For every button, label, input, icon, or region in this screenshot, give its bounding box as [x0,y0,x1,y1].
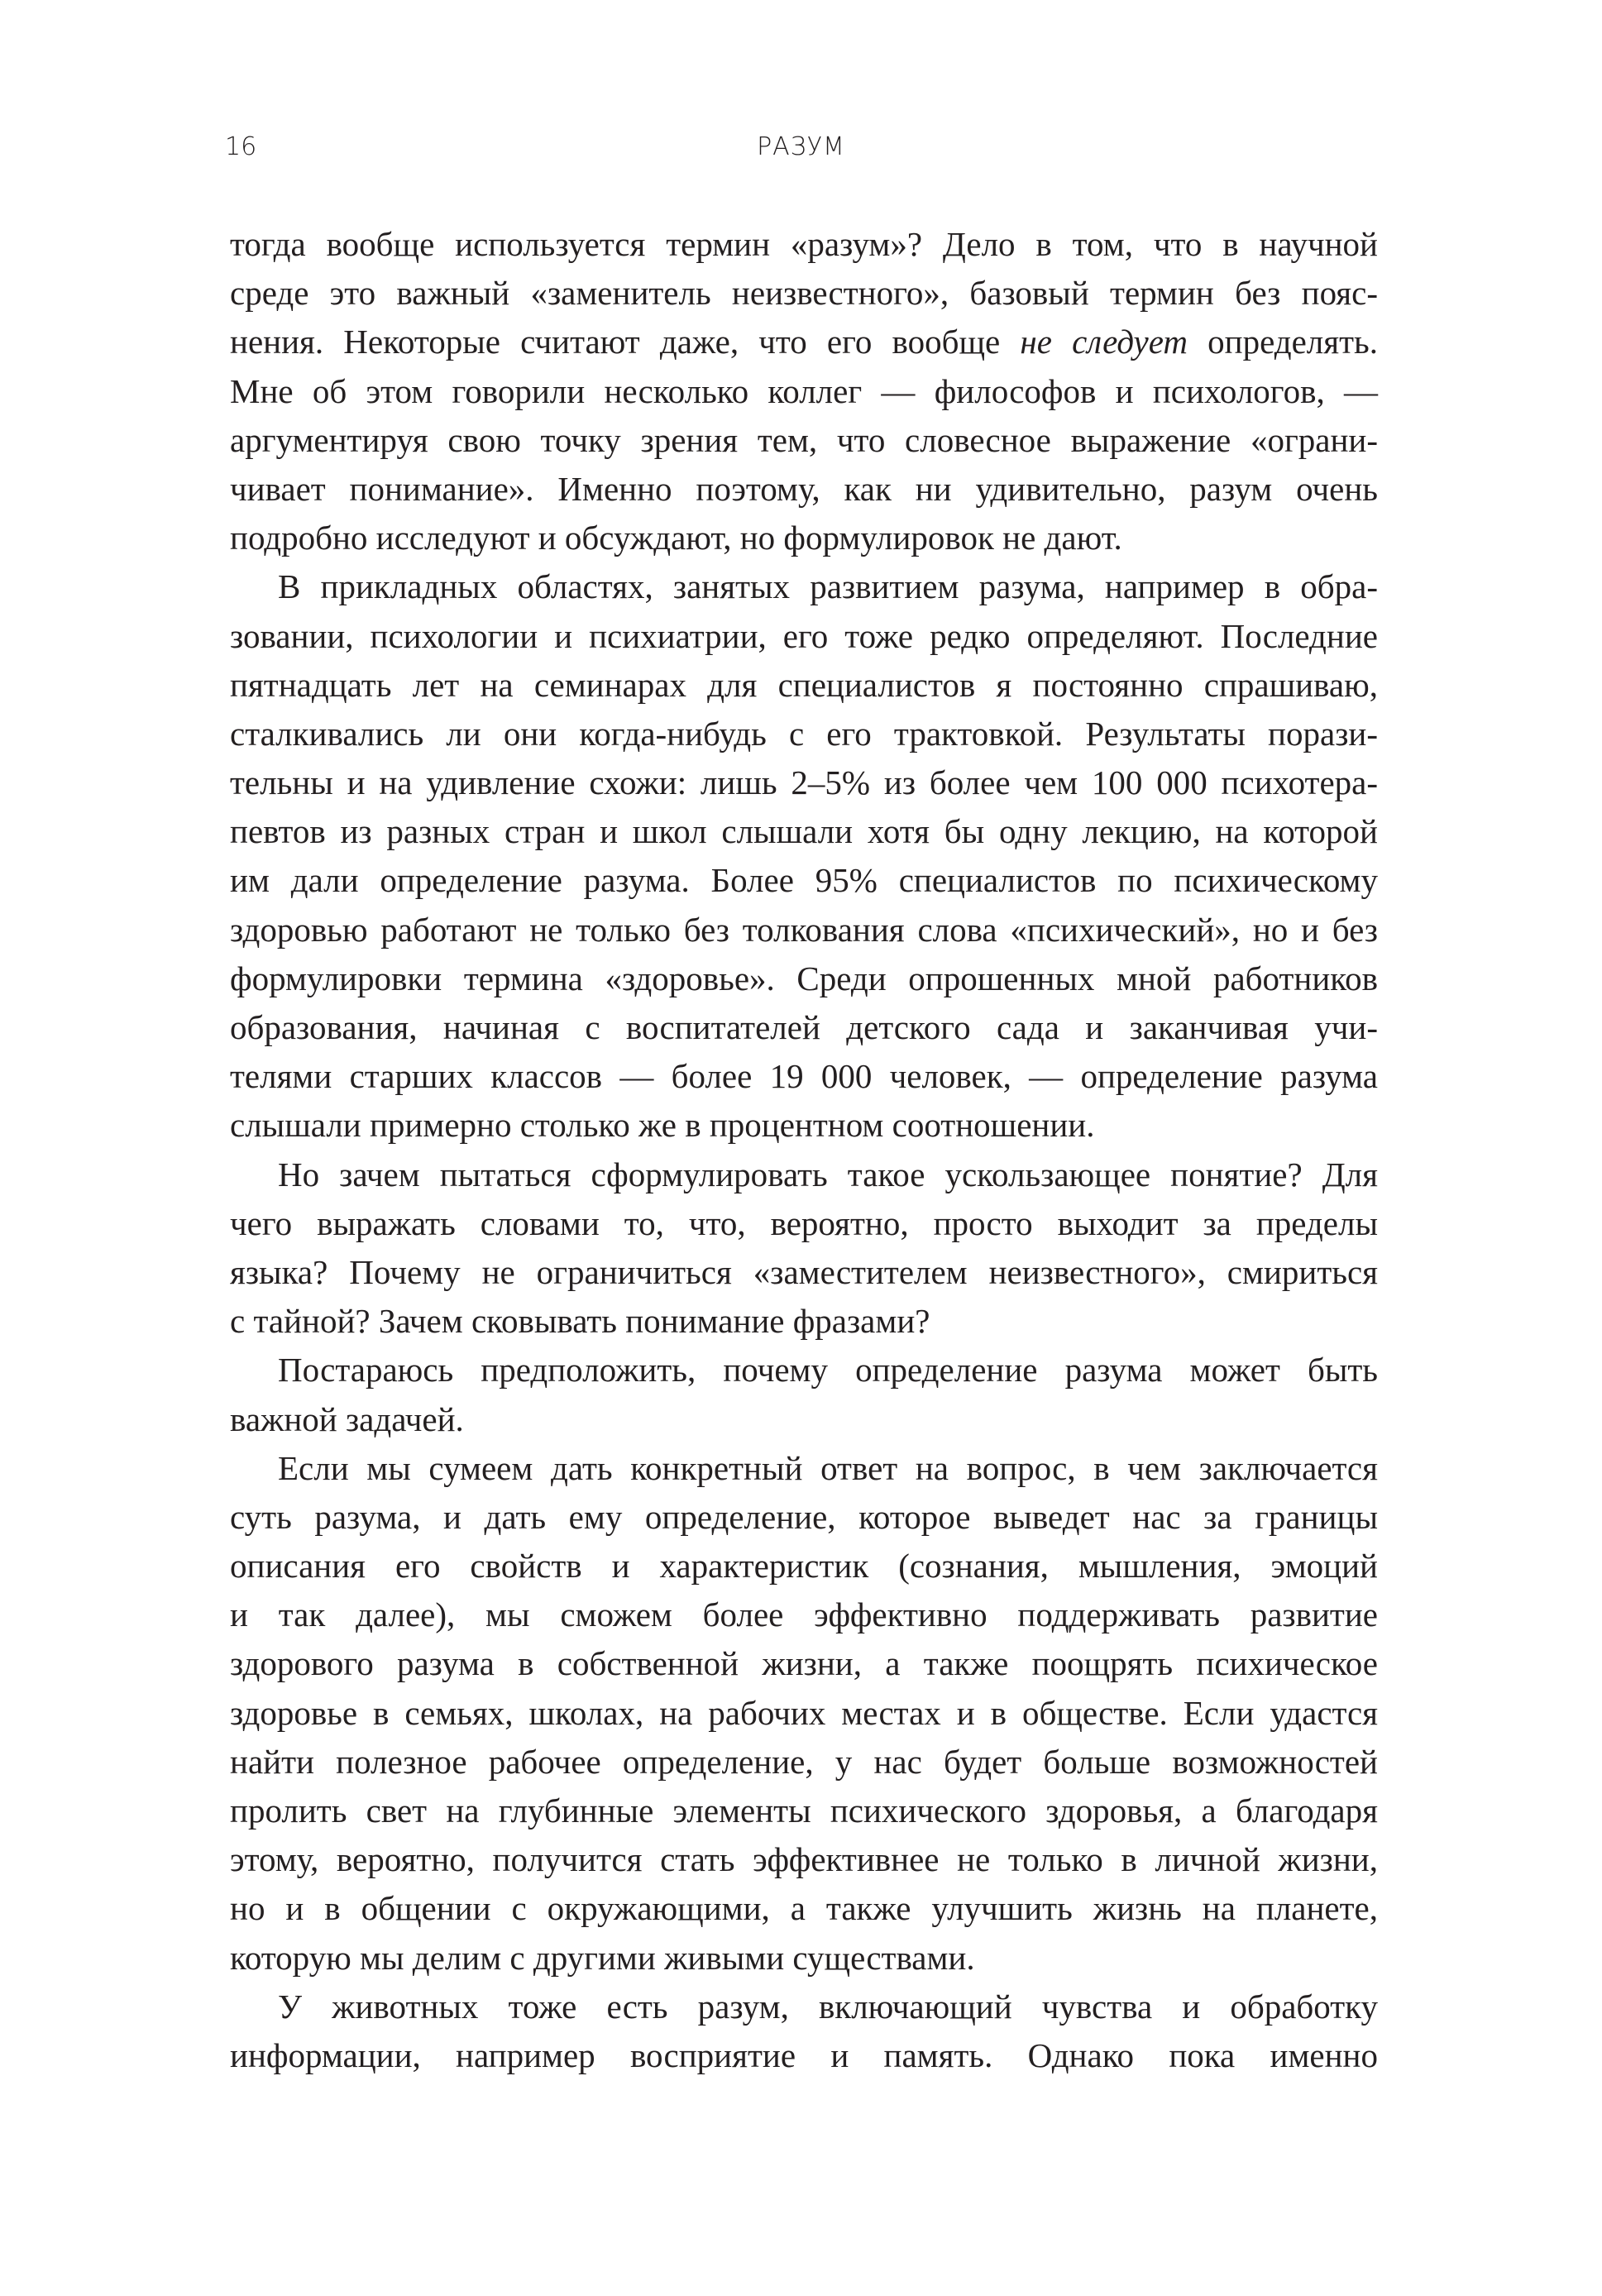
paragraph [230,220,1378,562]
text-line: суть разума, и дать ему определение, которое выведет нас за границы [230,1497,1378,1536]
text-line: и так далее), мы сможем более эффективно поддерживать развитие [230,1595,1378,1634]
text-line: но и в общении с окружающими, а также улучшить жизнь на планете, [230,1889,1378,1928]
body-text [230,220,1378,2080]
text-line: среде это важный «заменитель неизвестного», базовый термин без пояс- [230,274,1378,313]
text-line: подробно исследуют и обсуждают, но формулировок не дают. [230,519,1122,557]
text-line: У животных тоже есть разум, включающий чувства и обработку [278,1987,1378,2026]
paragraph [230,1150,1378,1347]
text-line: аргументируя свою точку зрения тем, что словесное выражение «ограни- [230,420,1378,459]
text-line: информации, например восприятие и память. Однако пока именно [230,2035,1378,2074]
text-line: здорового разума в собственной жизни, а также поощрять психическое [230,1644,1378,1683]
text-line: языка? Почему не ограничиться «заместителем неизвестного», смириться [230,1252,1378,1291]
text-line: с тайной? Зачем сковывать понимание фразами? [230,1302,930,1341]
text-line: сталкивались ли они когда-нибудь с его трактовкой. Результаты порази- [230,714,1378,753]
page-number: 16 [225,132,257,161]
paragraph [230,1346,1378,1443]
text-line: образования, начиная с воспитателей детского сада и заканчивая учи- [230,1008,1378,1046]
text-line: нения. Некоторые считают даже, что его вообще не следует определять. [230,323,1378,361]
running-title: РАЗУМ [757,132,845,161]
text-line: зовании, психологии и психиатрии, его тоже редко определяют. Последние [230,616,1378,655]
text-line: им дали определение разума. Более 95% специалистов по психическому [230,861,1378,900]
text-line: тельны и на удивление схожи: лишь 2–5% из более чем 100 000 психотера- [230,763,1378,802]
text-line: найти полезное рабочее определение, у нас будет больше возможностей [230,1742,1378,1781]
text-line: здоровье в семьях, школах, на рабочих местах и в обществе. Если удастся [230,1693,1378,1732]
text-line: чего выражать словами то, что, вероятно, просто выходит за пределы [230,1203,1378,1242]
emphasis: не следует [1020,323,1188,361]
text-line: телями старших классов — более 19 000 человек, — определение разума [230,1057,1378,1096]
text-line: которую мы делим с другими живыми существами. [230,1938,975,1977]
text-line: пролить свет на глубинные элементы психического здоровья, а благодаря [230,1791,1378,1830]
text-line: чивает понимание». Именно поэтому, как ни удивительно, разум очень [230,469,1378,508]
paragraph [230,562,1378,1150]
paragraph [230,1444,1378,1983]
text-line: пятнадцать лет на семинарах для специалистов я постоянно спрашиваю, [230,665,1378,704]
text-line: этому, вероятно, получится стать эффективнее не только в личной жизни, [230,1840,1378,1879]
text-line: формулировки термина «здоровье». Среди опрошенных мной работников [230,959,1378,997]
text-line: описания его свойств и характеристик (сознания, мышления, эмоций [230,1547,1378,1586]
text-line: певтов из разных стран и школ слышали хотя бы одну лекцию, на которой [230,812,1378,851]
text-line: В прикладных областях, занятых развитием разума, например в обра- [278,567,1378,606]
text-line: Но зачем пытаться сформулировать такое ускользающее понятие? Для [278,1155,1378,1193]
text-line: Если мы сумеем дать конкретный ответ на вопрос, в чем заключается [278,1448,1378,1487]
text-line: тогда вообще используется термин «разум»? Дело в том, что в научной [230,225,1378,263]
text-line: важной задачей. [230,1399,464,1438]
text-line: здоровью работают не только без толкования слова «психический», но и без [230,910,1378,949]
text-line: слышали примерно столько же в процентном соотношении. [230,1106,1095,1145]
paragraph [230,1983,1378,2080]
text-line: Постараюсь предположить, почему определение разума может быть [278,1351,1378,1390]
text-line: Мне об этом говорили несколько коллег — философов и психологов, — [230,371,1378,410]
